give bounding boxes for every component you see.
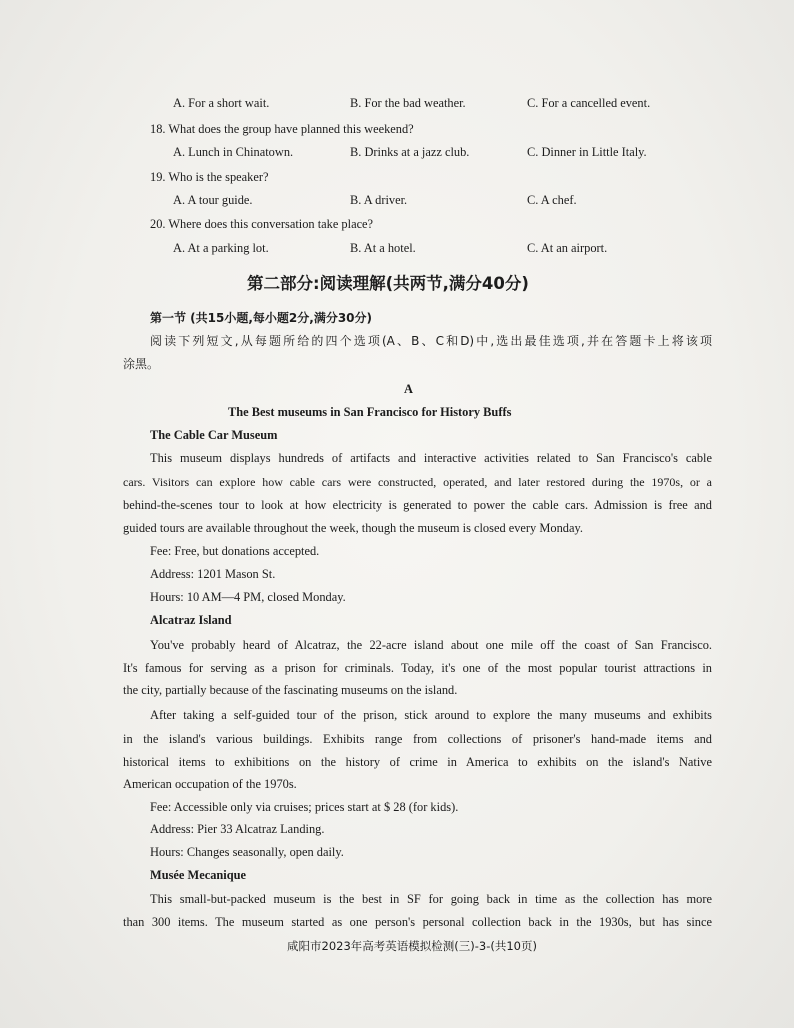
alcatraz-p1-line-1: You've probably heard of Alcatraz, the 22-acre island about one mile off the coast of San Francisco. — [150, 638, 712, 652]
alcatraz-p2-line-2: in the island's various buildings. Exhibits range from collections of prisoner's hand-made items and — [123, 732, 712, 746]
q20-option-b: B. At a hotel. — [350, 241, 416, 255]
alcatraz-p2-line-3: historical items to exhibitions on the history of crime in America to exhibits on the island's Native — [123, 755, 712, 769]
passage-label: A — [404, 382, 413, 396]
q18-option-a: A. Lunch in Chinatown. — [173, 145, 294, 159]
q18-question: 18. What does the group have planned this weekend? — [150, 122, 414, 136]
alcatraz-p2-line-4: American occupation of the 1970s. — [123, 777, 297, 791]
alcatraz-hours: Hours: Changes seasonally, open daily. — [150, 845, 344, 859]
musee-heading: Musée Mecanique — [150, 868, 247, 882]
q20-option-a: A. At a parking lot. — [173, 241, 269, 255]
alcatraz-fee: Fee: Accessible only via cruises; prices start at $ 28 (for kids). — [150, 800, 459, 814]
q18-option-b: B. Drinks at a jazz club. — [350, 145, 470, 159]
cable-car-fee: Fee: Free, but donations accepted. — [150, 544, 320, 558]
alcatraz-p1-line-3: the city, partially because of the fascinating museums on the island. — [123, 683, 458, 697]
q17-option-b: B. For the bad weather. — [350, 96, 466, 110]
part2-heading: 第二部分:阅读理解(共两节,满分40分) — [247, 274, 529, 293]
musee-line-1: This small-but-packed museum is the best in SF for going back in time as the collection has more — [150, 892, 712, 906]
page-footer: 咸阳市2023年高考英语模拟检测(三)-3-(共10页) — [287, 939, 537, 953]
alcatraz-p2-line-1: After taking a self-guided tour of the prison, stick around to explore the many museums and exhibits — [150, 708, 712, 722]
section-title: 第一节 (共15小题,每小题2分,满分30分) — [150, 311, 373, 325]
instructions-line-1: 阅读下列短文,从每题所给的四个选项(A、B、C和D)中,选出最佳选项,并在答题卡上将该项 — [150, 334, 712, 348]
q20-option-c: C. At an airport. — [527, 241, 608, 255]
cable-car-address: Address: 1201 Mason St. — [150, 567, 276, 581]
q20-question: 20. Where does this conversation take place? — [150, 217, 374, 231]
cable-car-line-2: cars. Visitors can explore how cable cars were constructed, operated, and later restored during the 1970s, or a — [123, 475, 712, 489]
q19-option-b: B. A driver. — [350, 193, 408, 207]
q17-option-c: C. For a cancelled event. — [527, 96, 651, 110]
cable-car-heading: The Cable Car Museum — [150, 428, 278, 442]
q19-option-a: A. A tour guide. — [173, 193, 253, 207]
q17-option-a: A. For a short wait. — [173, 96, 270, 110]
passage-title: The Best museums in San Francisco for History Buffs — [228, 405, 512, 419]
cable-car-line-3: behind-the-scenes tour to look at how electricity is generated to power the cable cars. Admission is free and — [123, 498, 712, 512]
musee-line-2: than 300 items. The museum started as one person's personal collection back in the 1930s, but has since — [123, 915, 712, 929]
instructions-line-2: 涂黑。 — [123, 357, 160, 371]
alcatraz-p1-line-2: It's famous for serving as a prison for criminals. Today, it's one of the most popular tourist attractions in — [123, 661, 712, 675]
q19-question: 19. Who is the speaker? — [150, 170, 269, 184]
cable-car-line-4: guided tours are available throughout the week, though the museum is closed every Monday. — [123, 521, 583, 535]
q19-option-c: C. A chef. — [527, 193, 577, 207]
q18-option-c: C. Dinner in Little Italy. — [527, 145, 647, 159]
cable-car-line-1: This museum displays hundreds of artifacts and interactive activities related to San Francisco's cable — [150, 451, 712, 465]
alcatraz-heading: Alcatraz Island — [150, 613, 232, 627]
cable-car-hours: Hours: 10 AM—4 PM, closed Monday. — [150, 590, 346, 604]
alcatraz-address: Address: Pier 33 Alcatraz Landing. — [150, 822, 325, 836]
